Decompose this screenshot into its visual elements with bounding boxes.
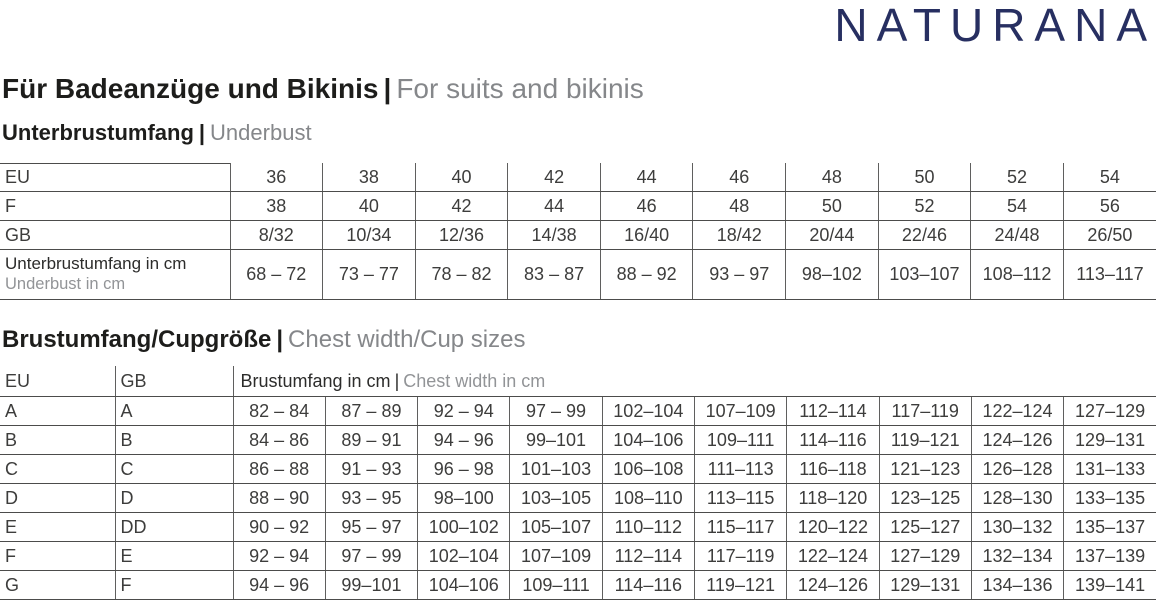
table-cell: 93 – 95 [325,484,417,513]
title-separator: | [198,120,206,145]
table-cell: 104–106 [602,426,694,455]
cell-eu: A [0,397,115,426]
table-cell: 97 – 99 [325,542,417,571]
row-label [0,250,230,300]
underbust-table-body [0,163,1156,300]
table-cell: 40 [415,163,508,192]
title-separator: | [394,370,400,391]
table-cell: 73 – 77 [323,250,416,300]
table-cell: 115–117 [694,513,786,542]
table-cell: 114–116 [602,571,694,600]
table-cell: 113–115 [694,484,786,513]
table-cell: 42 [508,163,601,192]
page-title-en: For suits and bikinis [396,73,644,104]
cell-eu: E [0,513,115,542]
table-row [0,397,1156,426]
table-cell: 38 [230,192,323,221]
table-cell: 124–126 [971,426,1063,455]
table-cell: 86 – 88 [233,455,325,484]
table-cell: 106–108 [602,455,694,484]
table-cell: 112–114 [787,397,879,426]
table-cell: 127–129 [1064,397,1156,426]
table-row [0,426,1156,455]
table-cell: 40 [323,192,416,221]
table-cell: 98–102 [786,250,879,300]
table-row [0,542,1156,571]
table-row [0,192,1156,221]
title-separator: | [276,326,284,353]
cup-table-header-row [0,366,1156,397]
table-cell: 110–112 [602,513,694,542]
table-cell: 130–132 [971,513,1063,542]
table-cell: 95 – 97 [325,513,417,542]
table-cell: 56 [1063,192,1156,221]
table-cell: 139–141 [1064,571,1156,600]
table-cell: 101–103 [510,455,602,484]
table-cell: 116–118 [787,455,879,484]
section-title-underbust [2,120,312,146]
table-cell: 50 [786,192,879,221]
table-cell: 122–124 [971,397,1063,426]
column-header-gb: GB [115,366,233,397]
table-cell: 50 [878,163,971,192]
title-separator: | [383,73,392,104]
cell-gb: C [115,455,233,484]
table-cell: 102–104 [602,397,694,426]
row-label: GB [0,221,230,250]
table-cell: 125–127 [879,513,971,542]
table-cell: 90 – 92 [233,513,325,542]
brand-logo: NATURANA [834,0,1156,51]
table-cell: 12/36 [415,221,508,250]
column-header-eu: EU [0,366,115,397]
table-cell: 103–105 [510,484,602,513]
row-label-de: Unterbrustumfang in cm [5,254,187,274]
table-cell: 22/46 [878,221,971,250]
table-cell: 84 – 86 [233,426,325,455]
table-cell: 107–109 [510,542,602,571]
table-cell: 131–133 [1064,455,1156,484]
table-cell: 52 [971,163,1064,192]
cup-table-body [0,397,1156,600]
column-header-range [233,366,1156,397]
cell-gb: B [115,426,233,455]
table-cell: 123–125 [879,484,971,513]
table-cell: 121–123 [879,455,971,484]
table-cell: 94 – 96 [418,426,510,455]
table-cell: 128–130 [971,484,1063,513]
cell-eu: G [0,571,115,600]
table-cell: 112–114 [602,542,694,571]
section-title-cup-de: Brustumfang/Cupgröße [2,326,272,353]
cell-gb: F [115,571,233,600]
table-cell: 129–131 [879,571,971,600]
table-cell: 119–121 [694,571,786,600]
row-label: EU [0,163,230,192]
page-title-de: Für Badeanzüge und Bikinis [2,73,379,104]
section-title-underbust-en: Underbust [210,120,312,145]
row-label: F [0,192,230,221]
table-row [0,455,1156,484]
table-cell: 122–124 [787,542,879,571]
table-cell: 117–119 [879,397,971,426]
table-cell: 129–131 [1064,426,1156,455]
table-cell: 108–110 [602,484,694,513]
table-cell: 120–122 [787,513,879,542]
table-cell: 118–120 [787,484,879,513]
cell-gb: E [115,542,233,571]
cell-gb: A [115,397,233,426]
table-cell: 82 – 84 [233,397,325,426]
table-cell: 44 [508,192,601,221]
table-cell: 54 [971,192,1064,221]
table-cell: 100–102 [418,513,510,542]
table-cell: 92 – 94 [418,397,510,426]
table-cell: 107–109 [694,397,786,426]
cup-size-table [0,366,1156,600]
table-cell: 97 – 99 [510,397,602,426]
table-cell: 113–117 [1063,250,1156,300]
table-cell: 36 [230,163,323,192]
table-cell: 54 [1063,163,1156,192]
table-cell: 94 – 96 [233,571,325,600]
cell-eu: B [0,426,115,455]
table-cell: 114–116 [787,426,879,455]
cell-eu: D [0,484,115,513]
table-row [0,250,1156,300]
table-cell: 135–137 [1064,513,1156,542]
table-cell: 134–136 [971,571,1063,600]
table-row [0,163,1156,192]
cell-gb: DD [115,513,233,542]
section-title-cup [2,326,525,354]
table-cell: 99–101 [510,426,602,455]
table-cell: 18/42 [693,221,786,250]
table-cell: 16/40 [600,221,693,250]
table-row [0,571,1156,600]
table-cell: 124–126 [787,571,879,600]
table-cell: 46 [693,163,786,192]
column-header-range-en: Chest width in cm [403,370,546,391]
table-cell: 89 – 91 [325,426,417,455]
table-row [0,513,1156,542]
table-cell: 88 – 92 [600,250,693,300]
table-row [0,484,1156,513]
table-cell: 38 [323,163,416,192]
table-cell: 111–113 [694,455,786,484]
table-cell: 96 – 98 [418,455,510,484]
cell-gb: D [115,484,233,513]
page-title [2,73,644,105]
table-cell: 137–139 [1064,542,1156,571]
table-cell: 132–134 [971,542,1063,571]
table-cell: 126–128 [971,455,1063,484]
table-cell: 14/38 [508,221,601,250]
table-cell: 88 – 90 [233,484,325,513]
table-cell: 99–101 [325,571,417,600]
table-cell: 105–107 [510,513,602,542]
table-cell: 92 – 94 [233,542,325,571]
table-cell: 10/34 [323,221,416,250]
table-cell: 133–135 [1064,484,1156,513]
section-title-cup-en: Chest width/Cup sizes [288,326,526,353]
table-cell: 104–106 [418,571,510,600]
cell-eu: F [0,542,115,571]
table-cell: 42 [415,192,508,221]
table-cell: 26/50 [1063,221,1156,250]
table-cell: 87 – 89 [325,397,417,426]
table-cell: 46 [600,192,693,221]
table-cell: 119–121 [879,426,971,455]
table-cell: 109–111 [510,571,602,600]
table-cell: 91 – 93 [325,455,417,484]
underbust-size-table [0,163,1156,300]
table-cell: 68 – 72 [230,250,323,300]
table-row [0,221,1156,250]
table-cell: 78 – 82 [415,250,508,300]
section-title-underbust-de: Unterbrustumfang [2,120,194,145]
table-cell: 24/48 [971,221,1064,250]
table-cell: 20/44 [786,221,879,250]
table-cell: 8/32 [230,221,323,250]
column-header-range-de: Brustumfang in cm [240,370,391,391]
table-cell: 48 [693,192,786,221]
table-cell: 98–100 [418,484,510,513]
table-cell: 127–129 [879,542,971,571]
row-label-en: Underbust in cm [5,274,126,293]
table-cell: 93 – 97 [693,250,786,300]
table-cell: 44 [600,163,693,192]
table-cell: 108–112 [971,250,1064,300]
table-cell: 117–119 [694,542,786,571]
table-cell: 52 [878,192,971,221]
table-cell: 109–111 [694,426,786,455]
table-cell: 48 [786,163,879,192]
table-cell: 83 – 87 [508,250,601,300]
table-cell: 102–104 [418,542,510,571]
cell-eu: C [0,455,115,484]
table-cell: 103–107 [878,250,971,300]
